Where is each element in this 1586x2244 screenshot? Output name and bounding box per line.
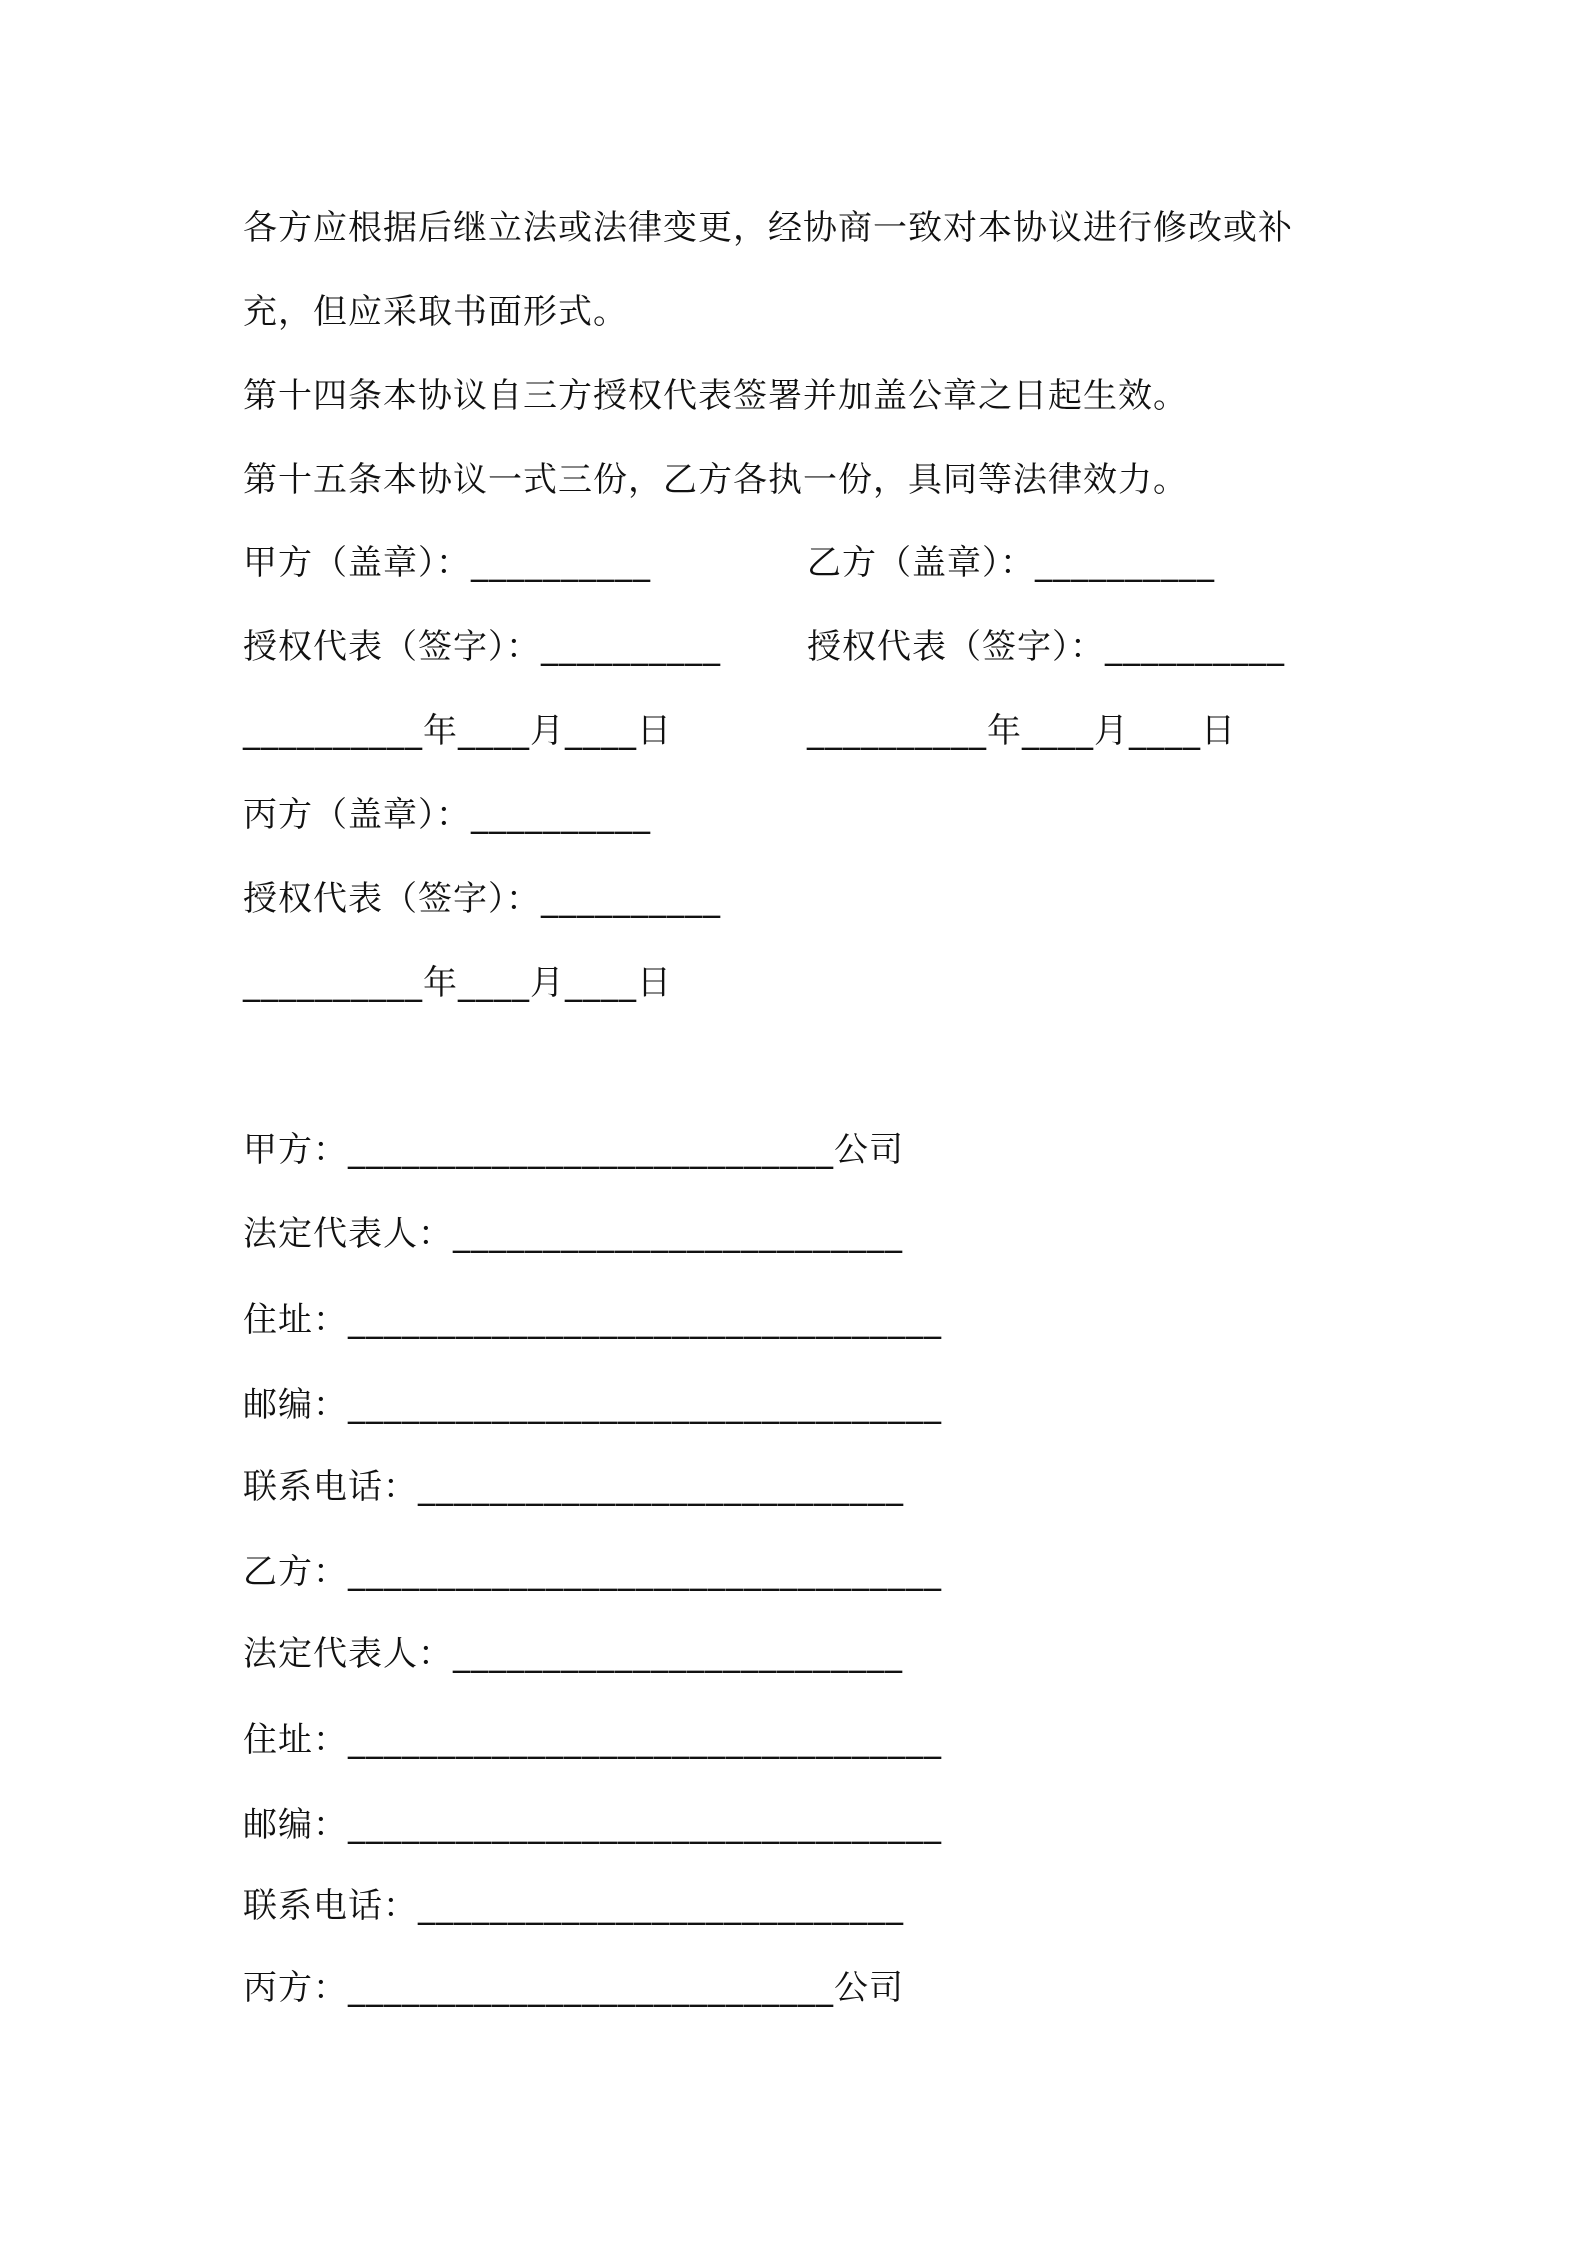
party-c-rep-field: 授权代表（签字）：__________ [243,879,721,919]
party-b-legal-rep-field: 法定代表人：_________________________ [243,1634,903,1674]
party-b-phone-field: 联系电话：___________________________ [243,1886,904,1926]
party-a-seal-field: 甲方（盖章）：__________ [243,543,651,583]
party-b-date-field: __________年____月____日 [807,711,1236,751]
party-b-rep-field: 授权代表（签字）：__________ [807,627,1285,667]
party-a-legal-rep-field: 法定代表人：_________________________ [243,1214,903,1254]
party-a-phone-field: 联系电话：___________________________ [243,1467,904,1507]
party-a-name-field: 甲方：___________________________公司 [243,1130,904,1170]
party-b-seal-field: 乙方（盖章）：__________ [807,543,1215,583]
article-15: 第十五条本协议一式三份，乙方各执一份，具同等法律效力。 [243,460,1188,500]
party-c-name-field: 丙方：___________________________公司 [243,1968,904,2008]
party-b-postcode-field: 邮编：_________________________________ [243,1805,942,1845]
party-c-date-field: __________年____月____日 [243,963,672,1003]
party-b-address-field: 住址：_________________________________ [243,1720,942,1760]
party-a-rep-field: 授权代表（签字）：__________ [243,627,721,667]
article-14: 第十四条本协议自三方授权代表签署并加盖公章之日起生效。 [243,376,1188,416]
party-a-postcode-field: 邮编：_________________________________ [243,1385,942,1425]
party-a-date-field: __________年____月____日 [243,711,672,751]
party-c-seal-field: 丙方（盖章）：__________ [243,795,651,835]
party-b-name-field: 乙方：_________________________________ [243,1552,942,1592]
paragraph-line: 充，但应采取书面形式。 [243,292,628,332]
paragraph-line: 各方应根据后继立法或法律变更，经协商一致对本协议进行修改或补 [243,208,1293,248]
party-a-address-field: 住址：_________________________________ [243,1300,942,1340]
